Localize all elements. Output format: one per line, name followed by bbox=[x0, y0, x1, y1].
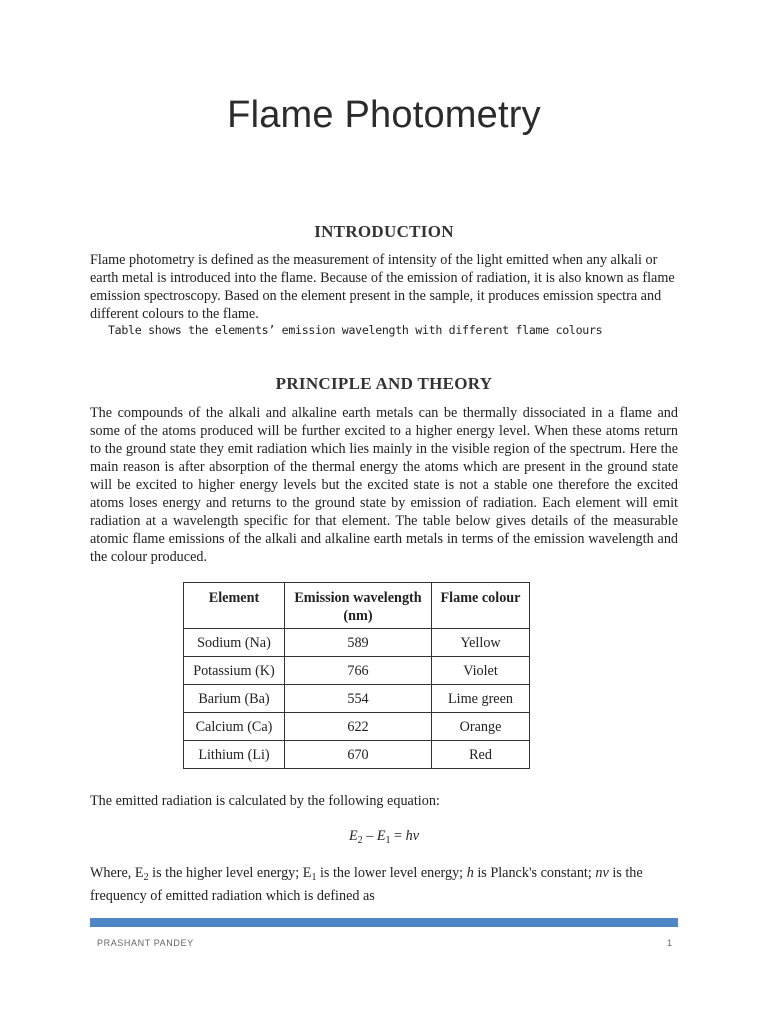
introduction-paragraph: Flame photometry is defined as the measurement of intensity of the light emitted when any alkali or earth metal is introduced into the flame. Because of the emission of radiation, it is also known as flame emission spectroscopy. Based on the element present in the sample, it produces emission spectra and different colours to the flame. bbox=[90, 252, 675, 322]
eq-rhs: hv bbox=[405, 828, 420, 844]
table-row bbox=[184, 741, 530, 769]
page-title: Flame Photometry bbox=[227, 94, 541, 136]
cell-wavelength: 622 bbox=[285, 713, 432, 741]
cell-wavelength: 589 bbox=[285, 629, 432, 657]
table-row bbox=[184, 685, 530, 713]
emission-table bbox=[183, 582, 530, 769]
cell-element: Sodium (Na) bbox=[184, 629, 285, 657]
table-note: Table shows the elements’ emission wavelength with different flame colours bbox=[108, 323, 603, 337]
where-h: h bbox=[466, 865, 474, 881]
emission-table-container bbox=[183, 582, 530, 769]
principle-heading: PRINCIPLE AND THEORY bbox=[275, 374, 493, 393]
where-text-4: is Planck's constant; bbox=[473, 865, 596, 881]
principle-paragraph: The compounds of the alkali and alkaline earth metals can be thermally dissociated in a flame and some of the atoms produced will be further excited to a higher energy level. When these atoms return to the ground state they emit radiation which lies mainly in the visible region of the spectrum. Here the main reason is after absorption of the thermal energy the atoms which are present in the ground state will be excited to higher energy levels but the excited state is not a stable one therefore the excited atoms loses energy and returns to the ground state by emission of radiation. Each element will emit radiation at a wavelength specific for that element. The table below gives details of the measurable atomic flame emissions of the alkali and alkaline earth metals in terms of the emission wavelength and the colour produced. bbox=[90, 405, 678, 565]
cell-colour: Orange bbox=[432, 713, 530, 741]
cell-colour: Violet bbox=[432, 657, 530, 685]
cell-colour: Lime green bbox=[432, 685, 530, 713]
where-text-5: is the frequency of emitted radiation which is defined as bbox=[90, 865, 643, 904]
eq-e2: E bbox=[348, 828, 358, 844]
cell-colour: Red bbox=[432, 741, 530, 769]
where-paragraph bbox=[90, 864, 678, 905]
introduction-heading: INTRODUCTION bbox=[314, 222, 454, 241]
cell-colour: Yellow bbox=[432, 629, 530, 657]
footer-accent-bar bbox=[90, 918, 678, 927]
table-header-row bbox=[184, 583, 530, 629]
cell-wavelength: 670 bbox=[285, 741, 432, 769]
footer-author: PRASHANT PANDEY bbox=[97, 938, 194, 948]
eq-e1: E bbox=[376, 828, 386, 844]
header-flame-colour: Flame colour bbox=[432, 583, 530, 629]
header-emission-wavelength: Emission wavelength (nm) bbox=[285, 583, 432, 629]
equation-intro: The emitted radiation is calculated by the following equation: bbox=[90, 793, 440, 809]
where-text-1: Where, E bbox=[90, 865, 144, 881]
where-sub-1: 2 bbox=[143, 872, 149, 883]
table-row bbox=[184, 629, 530, 657]
where-sub-2: 1 bbox=[311, 872, 317, 883]
table-row bbox=[184, 657, 530, 685]
header-element: Element bbox=[184, 583, 285, 629]
cell-wavelength: 766 bbox=[285, 657, 432, 685]
table-row bbox=[184, 713, 530, 741]
cell-element: Barium (Ba) bbox=[184, 685, 285, 713]
where-text-3: is the lower level energy; bbox=[316, 865, 467, 881]
eq-e2-sub: 2 bbox=[357, 835, 363, 846]
cell-element: Calcium (Ca) bbox=[184, 713, 285, 741]
where-nv: nv bbox=[595, 865, 609, 881]
eq-e1-sub: 1 bbox=[385, 835, 391, 846]
eq-equals: = bbox=[390, 828, 406, 844]
cell-wavelength: 554 bbox=[285, 685, 432, 713]
energy-equation bbox=[0, 828, 768, 846]
eq-minus: – bbox=[362, 828, 377, 844]
footer-page-number: 1 bbox=[666, 938, 672, 948]
cell-element: Lithium (Li) bbox=[184, 741, 285, 769]
where-text-2: is the higher level energy; E bbox=[148, 865, 312, 881]
cell-element: Potassium (K) bbox=[184, 657, 285, 685]
